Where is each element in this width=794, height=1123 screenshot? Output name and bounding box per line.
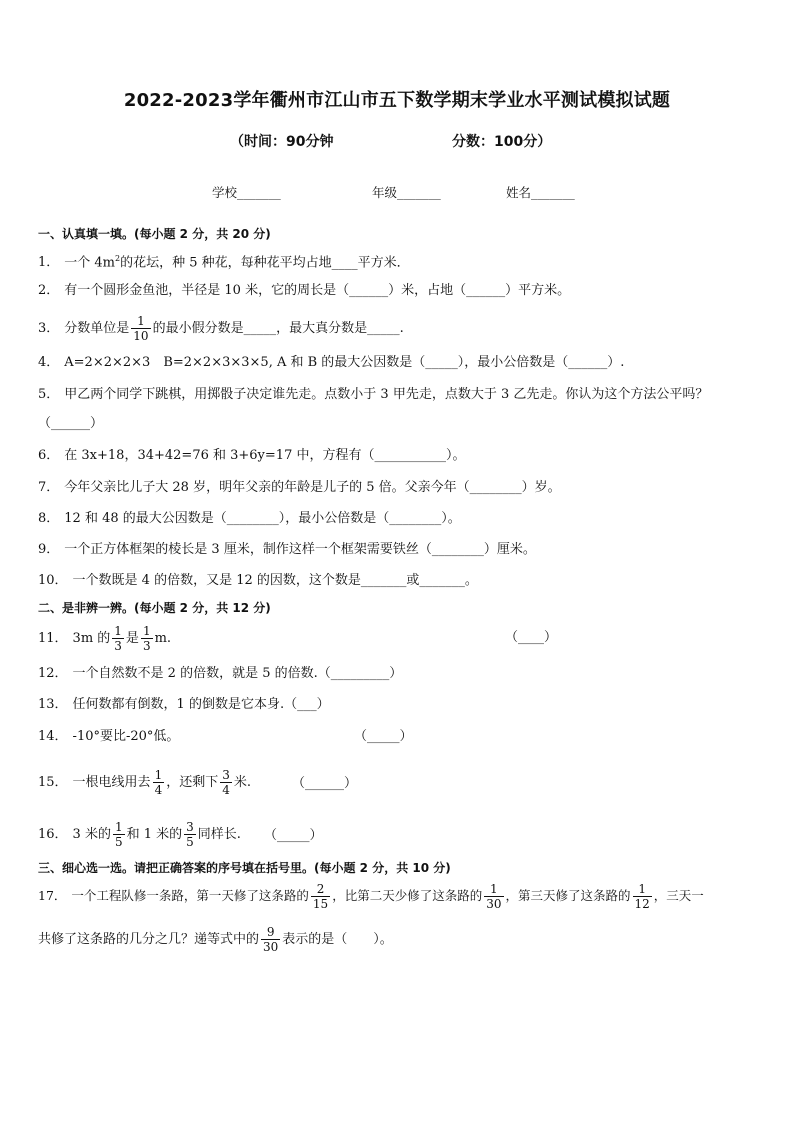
question-3: 3． 分数单位是 $\frac{1}{10}$ 的最小假分数是_____，最大真分数是_____.	[38, 314, 404, 343]
grade-field: 年级_______	[372, 185, 441, 200]
question-14-answer-blank: （_____）	[354, 729, 413, 744]
question-10: 10． 一个数既是 4 的倍数，又是 12 的因数，这个数是_______或_______。	[38, 573, 478, 588]
question-11: 11． 3m 的 $\frac{1}{3}$ 是 $\frac{1}{3}$ m.	[38, 624, 172, 653]
question-11-answer-blank: （____）	[505, 630, 558, 645]
fraction: $\frac{9}{30}$	[263, 925, 279, 954]
question-5: 5． 甲乙两个同学下跳棋，用掷骰子决定谁先走。点数小于 3 甲先走，点数大于 3 乙先走。你认为这个方法公平吗？	[38, 387, 709, 402]
fraction: $\frac{1}{10}$	[133, 314, 149, 343]
fraction: $\frac{1}{5}$	[114, 820, 123, 849]
section-heading-3: 三、细心选一选。请把正确答案的序号填在括号里。(每小题 2 分，共 10 分)	[38, 861, 451, 875]
question-7: 7． 今年父亲比儿子大 28 岁，明年父亲的年龄是儿子的 5 倍。父亲今年（________）岁。	[38, 480, 561, 495]
fraction: $\frac{1}{30}$	[486, 882, 502, 911]
fraction: $\frac{3}{4}$	[222, 768, 230, 797]
fraction: $\frac{2}{15}$	[312, 882, 329, 911]
section-heading-1: 一、认真填一填。(每小题 2 分，共 20 分)	[38, 227, 271, 241]
question-4: 4． A=2×2×2×3 B=2×2×3×3×5, A 和 B 的最大公因数是（_____），最小公倍数是（______）.	[38, 355, 625, 370]
question-12: 12． 一个自然数不是 2 的倍数，就是 5 的倍数.（_________）	[38, 666, 403, 681]
fraction: $\frac{1}{3}$	[114, 624, 122, 653]
question-2: 2． 有一个圆形金鱼池，半径是 10 米，它的周长是（______）米，占地（______）平方米。	[38, 283, 571, 298]
question-16-answer-blank: （_____）	[264, 828, 323, 843]
fraction: $\frac{1}{3}$	[142, 624, 151, 653]
question-5-answer-blank: （______）	[38, 416, 104, 431]
fraction: $\frac{1}{12}$	[634, 882, 650, 911]
exam-time: （时间：90分钟	[230, 134, 334, 150]
question-14: 14． -10°要比-20°低。	[38, 729, 180, 744]
exam-score: 分数：100分）	[452, 134, 552, 150]
question-17-line-2: 共修了这条路的几分之几？递等式中的 $\frac{9}{30}$ 表示的是（ ）。	[38, 925, 393, 954]
question-6: 6． 在 3x+18，34+42=76 和 3+6y=17 中，方程有（___________）。	[38, 448, 466, 463]
question-8: 8． 12 和 48 的最大公因数是（________），最小公倍数是（________）。	[38, 511, 461, 526]
page-title: 2022-2023学年衢州市江山市五下数学期末学业水平测试模拟试题	[123, 90, 671, 111]
question-1: 1． 一个 $4m^2$的花坛，种 5 种花，每种花平均占地____平方米．	[38, 254, 410, 271]
question-16: 16． 3 米的 $\frac{1}{5}$ 和 1 米的 $\frac{3}{5}$ 同样长.	[38, 820, 241, 849]
fraction: $\frac{1}{4}$	[154, 768, 163, 797]
question-15-answer-blank: （______）	[292, 776, 358, 791]
school-field: 学校_______	[212, 185, 281, 200]
question-13: 13． 任何数都有倒数，1 的倒数是它本身.（___）	[38, 697, 330, 712]
question-17: 17． 一个工程队修一条路，第一天修了这条路的 $\frac{2}{15}$ ，比第二天少修了这条路的 $\frac{1}{30}$ ，第三天修了这条路的 $\frac{1}{12}$ ，三天一	[38, 882, 704, 911]
section-heading-2: 二、是非辨一辨。(每小题 2 分，共 12 分)	[38, 601, 271, 615]
fraction: $\frac{3}{5}$	[186, 820, 194, 849]
question-15: 15． 一根电线用去 $\frac{1}{4}$ ，还剩下 $\frac{3}{4}$ 米.	[38, 768, 251, 797]
name-field: 姓名_______	[506, 185, 575, 200]
question-9: 9． 一个正方体框架的棱长是 3 厘米，制作这样一个框架需要铁丝（________）厘米。	[38, 542, 536, 557]
